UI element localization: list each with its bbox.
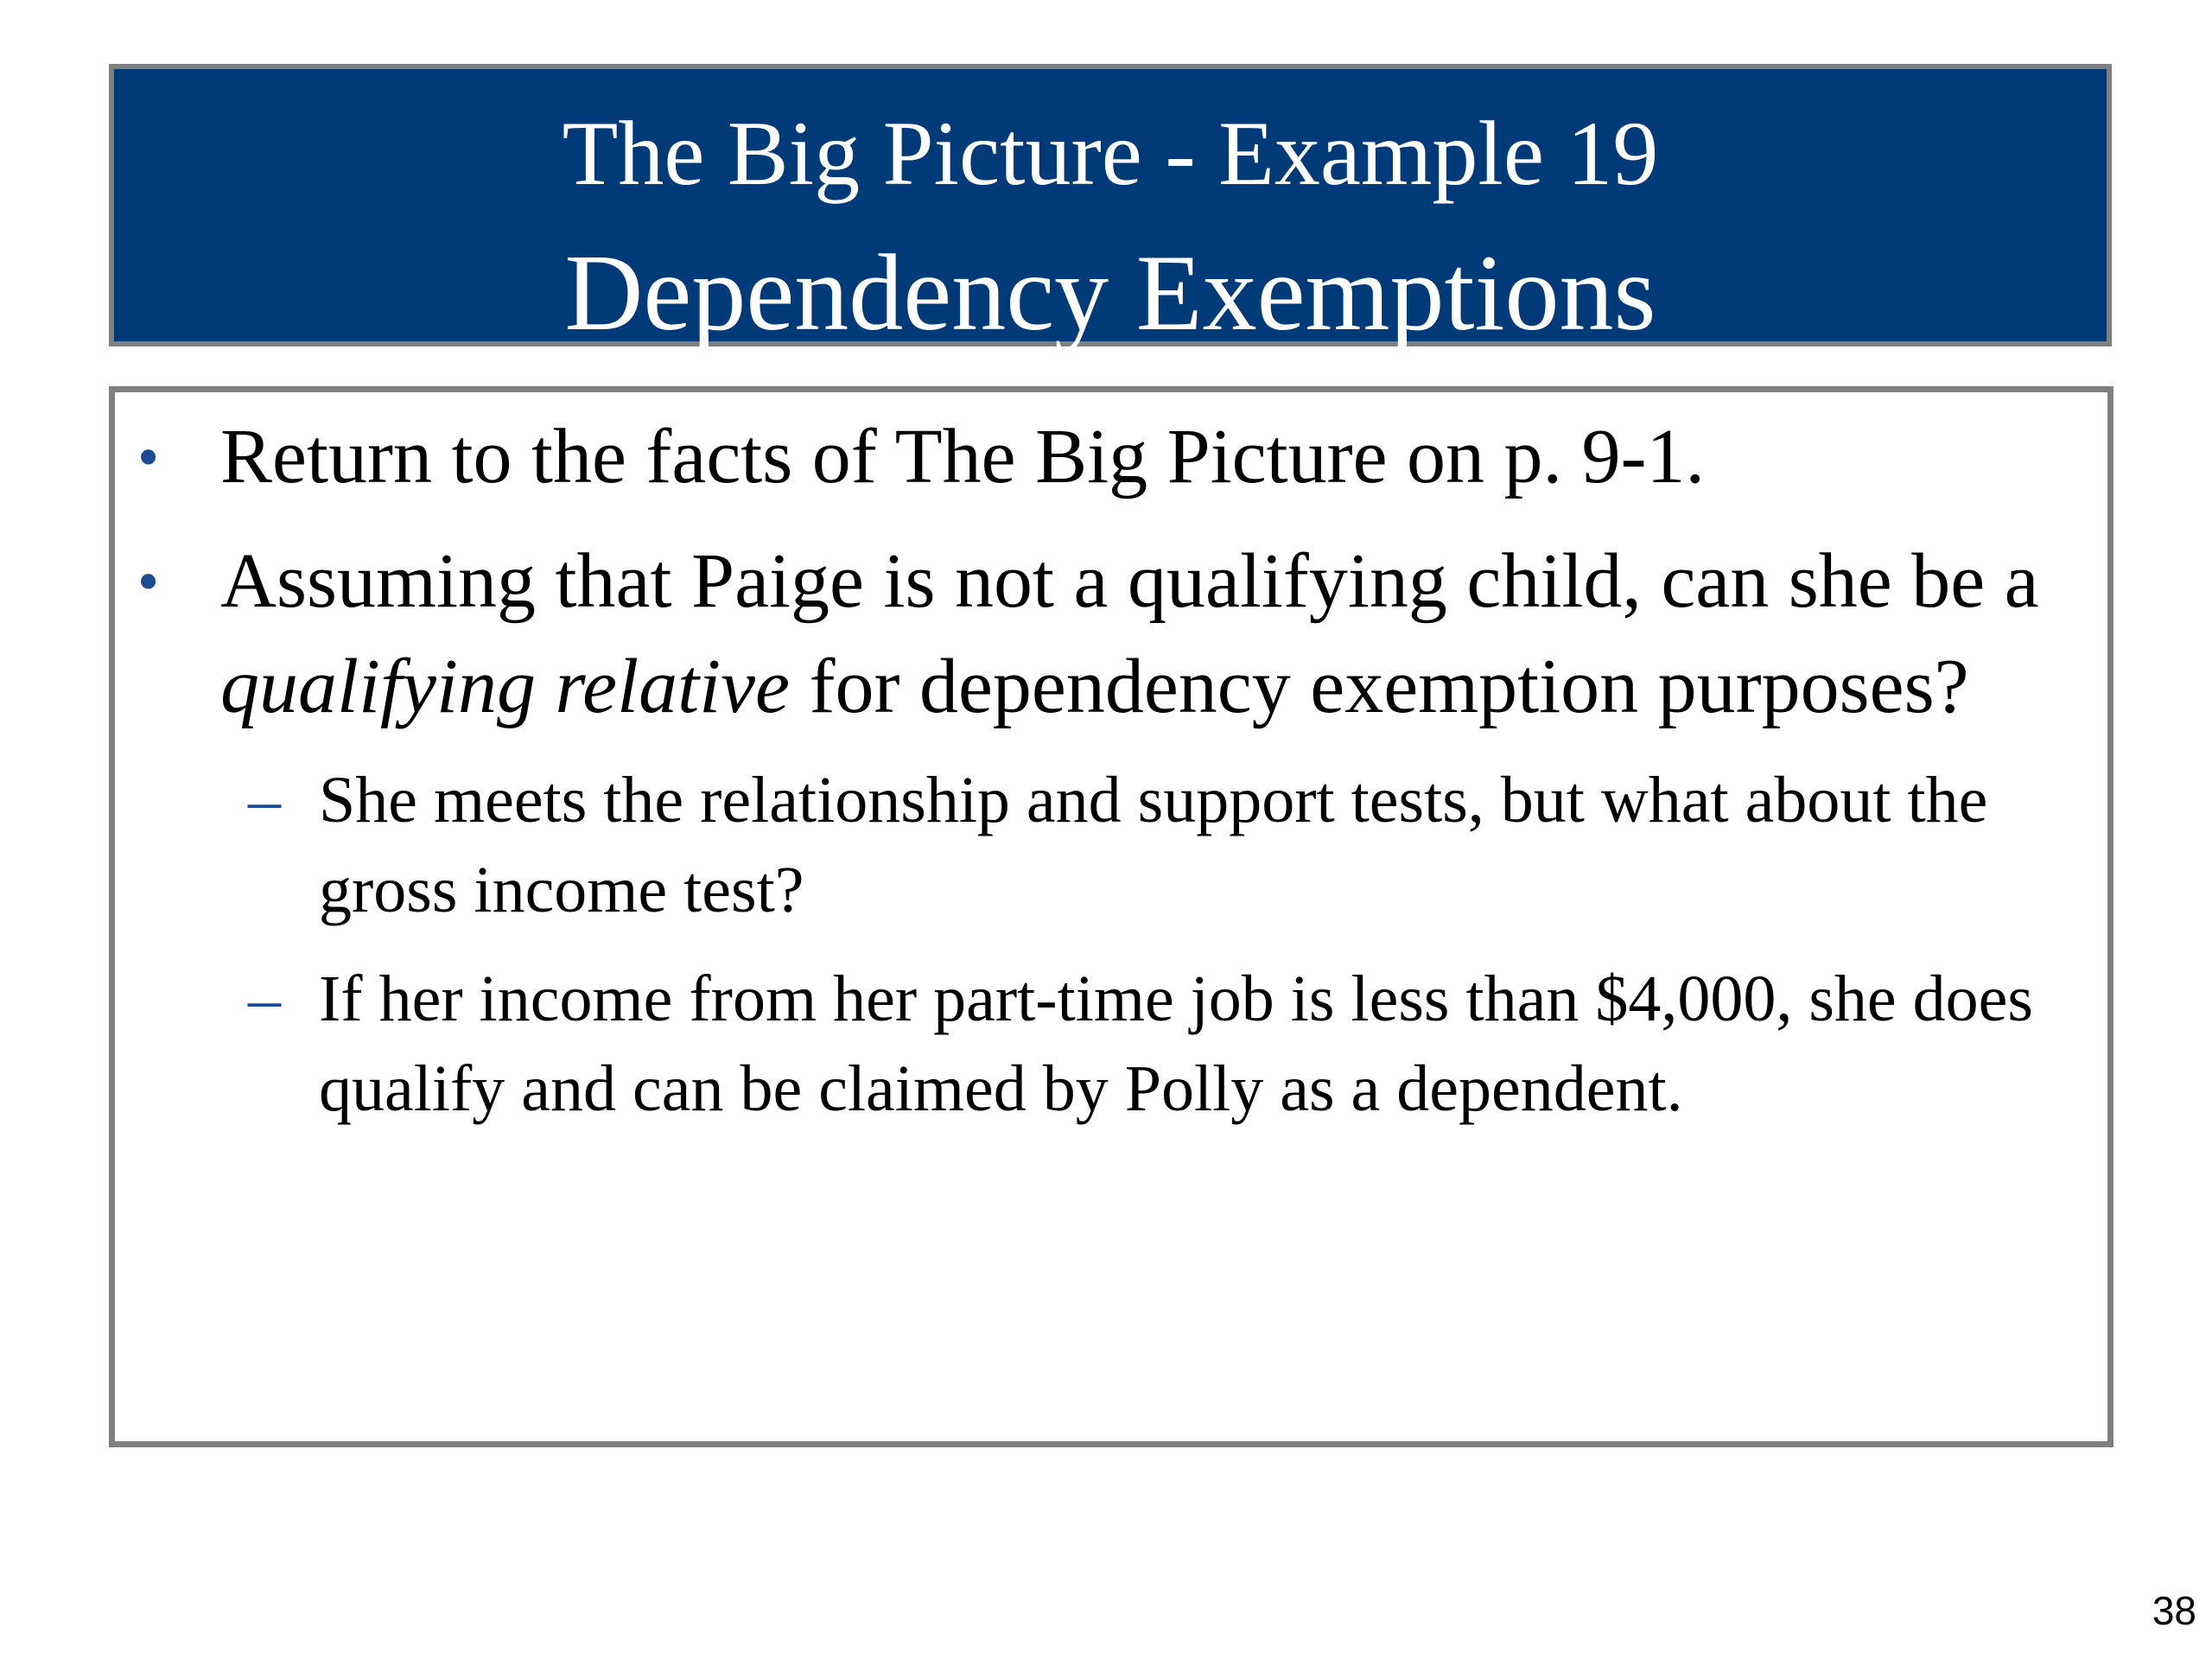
dash-icon: – [248,764,281,836]
bullet-text-part-2: for dependency exemption purposes? [790,644,1969,729]
bullet-dot-icon: • [137,423,160,492]
bullet-text-part-1: Assuming that Paige is not a qualifying child, can she be a [220,538,2039,624]
bullet-list [115,404,2090,1134]
slide-title-banner [109,64,2112,353]
bullet-text: Return to the facts of The Big Picture on p. 9-1. [220,414,1705,499]
sub-bullet-list [220,755,2090,1134]
bullet-item-qualifying-relative-question [115,529,2090,1134]
dash-icon: – [248,963,281,1035]
bullet-dot-icon: • [137,547,160,616]
sub-bullet-text: If her income from her part-time job is less than $4,000, she does qualify and can be claimed by Polly as a dependent. [319,963,2033,1125]
slide-subtitle: Dependency Exemptions [564,233,1656,353]
sub-bullet-item-income-threshold [115,954,2090,1134]
bullet-list-wrapper [115,404,2090,1134]
bullet-text-italic-term: qualifying relative [220,644,791,729]
sub-bullet-item-gross-income-test [115,755,2090,935]
bullet-item-return-to-facts [115,404,2090,510]
content-box [109,386,2113,1447]
page-number: 38 [2152,1588,2196,1633]
slide-title: The Big Picture - Example 19 [562,103,1659,204]
sub-bullet-text: She meets the relationship and support tests, but what about the gross income test? [319,764,1988,926]
